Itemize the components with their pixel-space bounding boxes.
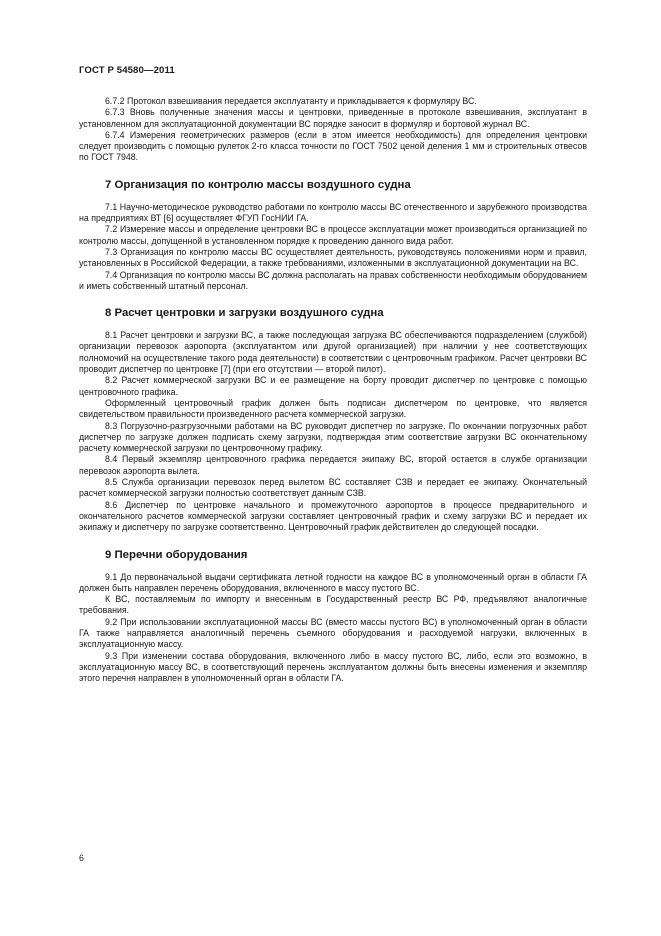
paragraph-6-7-3: 6.7.3 Вновь полученные значения массы и центровки, приведенные в протоколе взвешивания, эксплуатант в установленном для эксплуатационной документации ВС порядке заносит в формуляр и бортовой журнал ВС. xyxy=(79,107,587,129)
paragraph-8-1: 8.1 Расчет центровки и загрузки ВС, а также последующая загрузка ВС обеспечиваются подразделением (службой) организации перевозок аэропорта (эксплуатантом или другой организацией) при наличии у нее соответствующих полномочий на осуществление такого рода деятельности) в соответствии с центровочным графиком. Расчет центровки ВС проводит диспетчер по центровке [7] (при его отсутствии — второй пилот). xyxy=(79,330,587,375)
paragraph-9-3: 9.3 При изменении состава оборудования, включенного либо в массу пустого ВС, либо, если это возможно, в эксплуатационную массу ВС, в соответствующий перечень эксплуатантом должны быть внесены изменения и экземпляр этого перечня направлен в уполномоченный орган в области ГА. xyxy=(79,650,587,684)
paragraph-6-7-2: 6.7.2 Протокол взвешивания передается эксплуатанту и прикладывается к формуляру ВС. xyxy=(105,96,477,106)
section-8-heading: 8 Расчет центровки и загрузки воздушного судна xyxy=(105,307,384,320)
paragraph-9-2: 9.2 При использовании эксплуатационной массы ВС (вместо массы пустого ВС) в уполномоченный орган в области ГА также направляется аналогичный перечень съемного оборудования и расходуемой нагрузки, включенных в эксплуатационную массу. xyxy=(79,616,587,650)
paragraph-6-7-4: 6.7.4 Измерения геометрических размеров (если в этом имеется необходимость) для определения центровки следует производить с помощью рулеток 2-го класса точности по ГОСТ 7502 ценой деления 1 мм и строительных отвесов по ГОСТ 7948. xyxy=(79,129,587,163)
paragraph-8-2-cont: Оформленный центровочный график должен быть подписан диспетчером по центровке, что является свидетельством правильности произведенного расчета коммерческой загрузки. xyxy=(79,397,587,420)
paragraph-9-1-cont: К ВС, поставляемым по импорту и внесенным в Государственный реестр ВС РФ, предъявляют аналогичные требования. xyxy=(79,594,587,616)
paragraph-7-1: 7.1 Научно-методическое руководство работами по контролю массы ВС отечественного и зарубежного производства на предприятиях ВТ [6] осуществляет ФГУП ГосНИИ ГА. xyxy=(79,201,587,224)
paragraph-8-4: 8.4 Первый экземпляр центровочного графика передается экипажу ВС, второй остается в службе организации перевозок аэропорта вылета. xyxy=(79,454,587,476)
paragraph-8-2: 8.2 Расчет коммерческой загрузки ВС и ее размещение на борту проводит диспетчер по центровке с помощью центровочного графика. xyxy=(79,375,587,397)
paragraph-7-2: 7.2 Измерение массы и определение центровки ВС в процессе эксплуатации может производиться организацией по контролю массы, допущенной в установленном порядке к проведению данного вида работ. xyxy=(79,224,587,246)
section-9-heading: 9 Перечни оборудования xyxy=(105,548,248,561)
document-body xyxy=(79,96,587,684)
paragraph-7-3: 7.3 Организация по контролю массы ВС осуществляет деятельность, руководствуясь положениями норм и правил, установленных в Российской Федерации, а также требованиями, изложенными в эксплуатационной документации на ВС. xyxy=(79,246,587,269)
page-number: 6 xyxy=(79,853,84,863)
paragraph-8-3: 8.3 Погрузочно-разгрузочными работами на ВС руководит диспетчер по загрузке. По окончании погрузочных работ диспетчер по загрузке должен подписать схему загрузки, подтверждая этим соответствие загрузки ВС окончательному расчету коммерческой загрузки по центровочному графику. xyxy=(79,420,587,454)
paragraph-8-5: 8.5 Служба организации перевозок перед вылетом ВС составляет СЗВ и передает ее экипажу. Окончательный расчет коммерческой загрузки полностью соответствует данным СЗВ. xyxy=(79,477,587,499)
paragraph-9-1: 9.1 До первоначальной выдачи сертификата летной годности на каждое ВС в уполномоченный орган в области ГА должен быть направлен перечень оборудования, включенного в массу пустого ВС. xyxy=(79,571,587,593)
section-7-heading: 7 Организация по контролю массы воздушного судна xyxy=(105,178,411,191)
paragraph-8-6: 8.6 Диспетчер по центровке начального и промежуточного аэропортов в процессе предварительного и окончательного расчетов коммерческой загрузки составляет центровочный график и схему загрузки ВС и передает их экипажу и диспетчеру по загрузке соответственно. Центровочный график действителен до следующей посадки. xyxy=(79,499,587,533)
document-header: ГОСТ Р 54580—2011 xyxy=(79,65,175,76)
paragraph-7-4: 7.4 Организация по контролю массы ВС должна располагать на правах собственности необходимым оборудованием и иметь собственный штатный персонал. xyxy=(79,269,587,291)
